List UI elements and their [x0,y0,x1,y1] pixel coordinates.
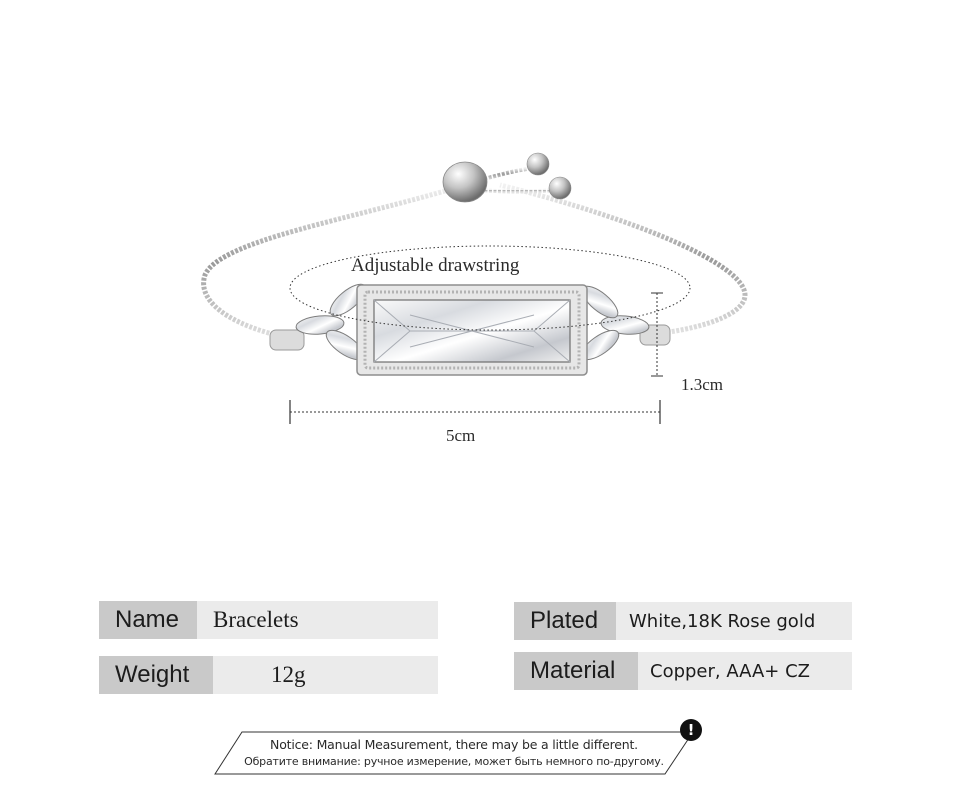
plated-label: Plated [514,602,616,640]
end-ball-1 [527,153,549,175]
spec-row-name [99,601,438,639]
spec-row-weight [99,656,438,694]
name-value: Bracelets [197,601,438,639]
chain-tail-2 [480,190,556,192]
width-label: 5cm [446,426,476,445]
material-label: Material [514,652,638,690]
weight-label: Weight [99,656,213,694]
chain-tail-1 [480,168,535,180]
name-label: Name [99,601,197,639]
exclamation-icon: ! [680,719,702,741]
left-clasp [270,330,304,350]
drawstring-label: Adjustable drawstring [351,255,520,276]
notice-english: Notice: Manual Measurement, there may be a little different. [270,737,638,752]
height-label: 1.3cm [681,375,724,394]
notice-russian: Обратите внимание: ручное измерение, может быть немного по-другому. [244,755,664,768]
measurement-notice [214,731,694,775]
end-ball-2 [549,177,571,199]
plated-value: White,18K Rose gold [616,602,852,640]
spec-row-plated [514,602,852,640]
spec-row-material [514,652,852,690]
material-value: Copper, AAA+ CZ [638,652,852,690]
weight-value: 12g [213,656,438,694]
slider-bead [443,162,487,202]
